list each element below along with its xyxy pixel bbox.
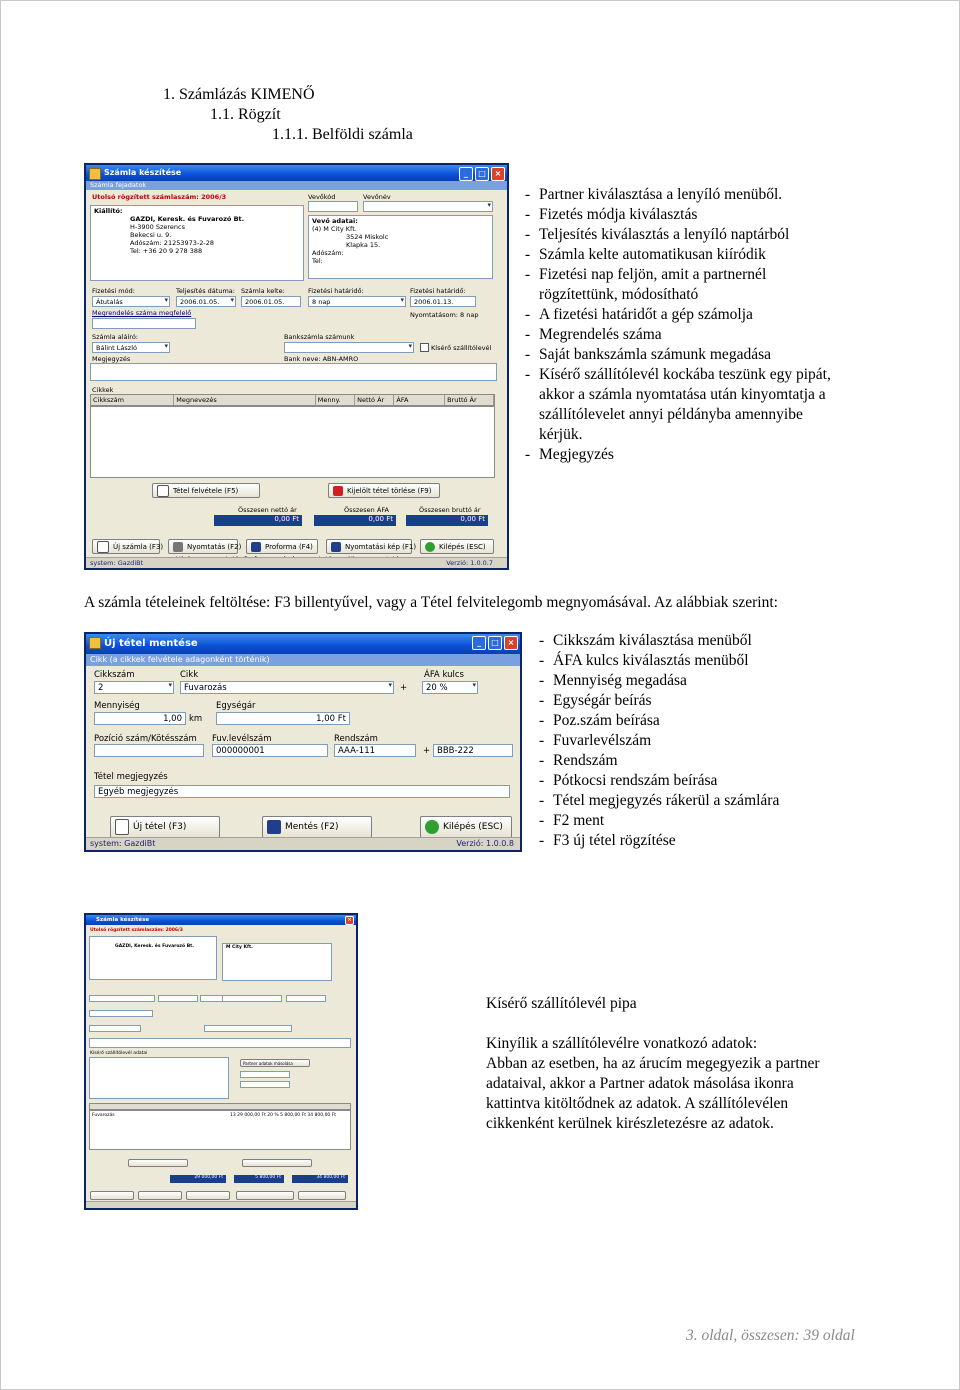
- floppy-icon: [331, 542, 341, 552]
- page-footer: 3. oldal, összesen: 39 oldal: [686, 1327, 855, 1344]
- issuer-line: Bekecsi u. 9.: [130, 231, 172, 239]
- signer-dropdown[interactable]: [89, 1025, 141, 1032]
- grid-col[interactable]: Megnevezés: [174, 395, 316, 405]
- note-input[interactable]: [90, 363, 497, 381]
- print-label: Nyomtatás (F2): [187, 542, 242, 551]
- floppy-icon: [251, 542, 261, 552]
- status-version: Verzió: 1.0.0.8: [456, 839, 514, 848]
- add-item-button[interactable]: [128, 1159, 188, 1167]
- total-net-label: Összesen nettó ár: [238, 506, 297, 514]
- quantity-unit: km: [189, 714, 203, 724]
- issuer-line: GAZDI, Keresk. és Fuvarozó Bt.: [130, 215, 245, 223]
- list-item: - A fizetési határidőt a gép számolja: [525, 305, 831, 325]
- total-net-value: 29 000,00 Ft: [170, 1175, 226, 1183]
- grid-row-item: Fuvarozás: [92, 1113, 115, 1118]
- waybill-input[interactable]: 000000001: [212, 744, 328, 757]
- total-net-value: 0,00 Ft: [214, 515, 302, 526]
- status-bar: [86, 557, 507, 568]
- vat-rate-dropdown[interactable]: 20 % ▾: [422, 681, 478, 694]
- list-item: - Megjegyzés: [525, 445, 831, 465]
- payment-due-dropdown[interactable]: 8 nap ▾: [308, 296, 406, 307]
- list-item: - Cikkszám kiválasztása menüből: [539, 631, 779, 651]
- floppy-icon: [267, 820, 281, 834]
- item-note-input[interactable]: Egyéb megjegyzés: [94, 785, 510, 798]
- delivery-address-panel: [89, 1057, 229, 1099]
- plus-sign: +: [423, 746, 431, 756]
- add-item-label: Tétel felvétele (F5): [173, 486, 239, 495]
- delete-icon: [333, 486, 343, 496]
- buyer-line: 3524 Miskolc: [346, 233, 389, 241]
- payment-mode-dropdown[interactable]: Átutalás ▾: [92, 296, 170, 307]
- checkbox-icon[interactable]: [420, 343, 429, 352]
- last-invoice-number: Utolsó rögzített számlaszám: 2006/3: [92, 193, 227, 201]
- delivery-note-label: Kísérő szállítólevél: [431, 343, 492, 352]
- list-item: - Mennyiség megadása: [539, 671, 779, 691]
- list-item: - Teljesítés kiválasztás a lenyíló naptárból: [525, 225, 831, 245]
- print-preview-button[interactable]: [326, 539, 417, 554]
- total-gross-value: 0,00 Ft: [406, 515, 488, 526]
- list-item: - Tétel megjegyzés rákerül a számlára: [539, 791, 779, 811]
- buyer-label: Vevő adatai:: [312, 217, 358, 225]
- minimize-icon[interactable]: _: [472, 636, 486, 650]
- delete-item-button[interactable]: [242, 1159, 312, 1167]
- invoice-window-delivery: [84, 913, 358, 1210]
- grid-row-values: 13 29 000,00 Ft 20 % 5 800,00 Ft 34 800,00 Ft: [230, 1113, 337, 1118]
- window-title: Számla készítése: [104, 168, 182, 177]
- items-grid-body[interactable]: [89, 1110, 351, 1150]
- grid-col[interactable]: Nettó Ár: [355, 395, 394, 405]
- heading-level-3: 1.1.1. Belföldi számla: [272, 126, 413, 143]
- total-gross-label: Összesen bruttó ár: [419, 506, 481, 514]
- app-icon: [89, 637, 101, 649]
- delivery-field[interactable]: [240, 1071, 290, 1078]
- list-item: - Poz.szám beírása: [539, 711, 779, 731]
- delete-item-button[interactable]: [328, 483, 440, 498]
- bank-account-dropdown[interactable]: [284, 342, 414, 353]
- last-invoice-number: Utolsó rögzített számlaszám: 2006/3: [90, 928, 183, 933]
- list-item: - Rendszám: [539, 751, 779, 771]
- bullet-list-item: [539, 631, 779, 851]
- bank-account-label: Bankszámla számunk: [284, 333, 355, 341]
- list-item-continuation: akkor a számla nyomtatása után kinyomtatja a: [539, 386, 826, 403]
- status-system: system: GazdiBt: [90, 839, 156, 848]
- invoice-date-field[interactable]: 2006.01.05.: [241, 296, 301, 307]
- save-button[interactable]: [262, 816, 372, 838]
- copy-partner-label: Partner adatok másolása: [243, 1060, 293, 1066]
- delete-item-label: Kijelölt tétel törlése (F9): [347, 486, 432, 495]
- paragraph-line: kattintva kitöltődnek az adatok. A szállítólevélen: [486, 1095, 789, 1112]
- delivery-note-heading: Kísérő szállítólevél pipa: [486, 995, 637, 1012]
- new-item-button[interactable]: [110, 816, 220, 838]
- copy-partner-button[interactable]: [240, 1059, 310, 1067]
- due-date-field[interactable]: [286, 995, 326, 1002]
- item-note-label: Tétel megjegyzés: [94, 772, 168, 782]
- bank-account-dropdown[interactable]: [204, 1025, 292, 1032]
- maximize-icon[interactable]: □: [488, 636, 502, 650]
- items-label: Cikkek: [92, 386, 114, 394]
- total-vat-value: 5 800,00 Ft: [234, 1175, 284, 1183]
- list-item: - ÁFA kulcs kiválasztás menüből: [539, 651, 779, 671]
- completion-date-label: Teljesítés dátuma:: [176, 287, 235, 295]
- delivery-note-title: Kísérő szállítólevél adatai: [90, 1051, 148, 1056]
- payment-mode-dropdown[interactable]: [89, 995, 155, 1002]
- list-item-continuation: kérjük.: [539, 426, 583, 443]
- buyer-line: (4) M City Kft.: [312, 225, 357, 233]
- proforma-button[interactable]: [186, 1191, 230, 1200]
- list-item: - Pótkocsi rendszám beírása: [539, 771, 779, 791]
- list-item: - Fuvarlevélszám: [539, 731, 779, 751]
- maximize-icon[interactable]: □: [475, 167, 489, 181]
- close-icon[interactable]: ×: [491, 167, 505, 181]
- payment-due-label: Fizetési határidő:: [308, 287, 364, 295]
- order-number-input[interactable]: [89, 1010, 153, 1017]
- due-date-field[interactable]: 2006.01.13.: [410, 296, 476, 307]
- list-item: - F2 ment: [539, 811, 779, 831]
- issuer-label: Kiállító:: [94, 207, 123, 215]
- proforma-button[interactable]: [246, 539, 318, 554]
- new-item-label: Új tétel (F3): [133, 822, 187, 832]
- heading-level-2: 1.1. Rögzít: [210, 106, 281, 123]
- grid-col[interactable]: Menny.: [316, 395, 355, 405]
- list-item-continuation: szállítólevelet annyi példányba amennyibe: [539, 406, 803, 423]
- new-invoice-button[interactable]: [90, 1191, 134, 1200]
- list-item: - F3 új tétel rögzítése: [539, 831, 779, 851]
- issuer-line: Adószám: 21253973-2-28: [130, 239, 214, 247]
- exit-button[interactable]: [298, 1191, 346, 1200]
- customer-code-input[interactable]: [308, 201, 358, 212]
- section-header: Cikk (a cikkek felvétele adagonként történik): [86, 654, 520, 666]
- order-number-label: Megrendelés száma megfelelő: [92, 309, 192, 317]
- exit-icon: [425, 820, 439, 834]
- position-number-label: Pozíció szám/Kötésszám: [94, 734, 197, 744]
- buyer-line: Klapka 15.: [346, 241, 381, 249]
- trailer-plate-input[interactable]: BBB-222: [433, 744, 513, 757]
- completion-date-picker[interactable]: 2006.01.05. ▾: [176, 296, 236, 307]
- add-item-button[interactable]: [152, 483, 260, 498]
- unit-price-label: Egységár: [216, 701, 256, 711]
- customer-name-label: Vevőnév: [363, 193, 391, 201]
- new-invoice-button[interactable]: [92, 539, 164, 554]
- note-label: Megjegyzés: [92, 355, 131, 363]
- issuer-name: GAZDI, Keresk. és Fuvarozó Bt.: [115, 944, 195, 949]
- close-icon[interactable]: ×: [504, 636, 518, 650]
- items-grid-body[interactable]: [90, 406, 495, 478]
- delivery-note-description: [486, 1034, 820, 1134]
- delivery-field[interactable]: [240, 1081, 290, 1088]
- list-item: - Számla kelte automatikusan kiíródik: [525, 245, 831, 265]
- list-item: - Kísérő szállítólevél kockába teszünk egy pipát,: [525, 365, 831, 385]
- document-icon: [115, 819, 129, 835]
- status-system: system: GazdiBt: [90, 559, 144, 567]
- titlebar: [86, 915, 356, 925]
- term-days-label: Nyomtatásom: 8 nap: [410, 311, 479, 319]
- order-number-input[interactable]: [92, 318, 196, 329]
- printer-icon: [173, 542, 183, 552]
- print-preview-button[interactable]: [236, 1191, 294, 1200]
- status-version: Verzió: 1.0.0.7: [446, 559, 493, 567]
- issuer-line: Tel: +36 20 9 278 388: [130, 247, 203, 255]
- grid-col[interactable]: Cikkszám: [91, 395, 174, 405]
- grid-col[interactable]: ÁFA: [394, 395, 445, 405]
- paragraph-line: cikkenként kerülnek kirészletezésre az adatok.: [486, 1115, 774, 1132]
- customer-name-dropdown[interactable]: [363, 201, 493, 212]
- signer-dropdown[interactable]: Bálint László ▾: [92, 342, 170, 353]
- window-title: Számla készítése: [96, 917, 150, 923]
- list-item: - Partner kiválasztása a lenyíló menüből.: [525, 185, 831, 205]
- sku-dropdown[interactable]: 2 ▾: [94, 681, 174, 694]
- items-grid-header: [89, 1103, 351, 1110]
- issuer-panel: [90, 205, 304, 281]
- list-item: - Fizetési nap feljön, amit a partnernél: [525, 265, 831, 285]
- bank-name: Bank neve: ABN-AMRO: [284, 355, 359, 363]
- plate-input[interactable]: AAA-111: [334, 744, 416, 757]
- exit-label: Kilépés (ESC): [443, 822, 503, 832]
- status-bar: [86, 1201, 356, 1208]
- document-icon: [97, 541, 109, 553]
- invoice-window-titlebar: [86, 165, 507, 181]
- completion-date-picker[interactable]: [158, 995, 198, 1002]
- plate-label: Rendszám: [334, 734, 378, 744]
- grid-col[interactable]: Bruttó Ár: [445, 395, 494, 405]
- buyer-name: M City Kft.: [226, 945, 253, 950]
- quantity-label: Mennyiség: [94, 701, 140, 711]
- invoice-window: [84, 163, 509, 570]
- print-button[interactable]: [138, 1191, 182, 1200]
- new-invoice-label: Új számla (F3): [113, 542, 164, 551]
- quantity-input[interactable]: 1,00: [94, 712, 186, 725]
- buyer-line: Tel:: [312, 257, 323, 265]
- close-icon[interactable]: ×: [345, 916, 354, 925]
- app-icon: [89, 168, 101, 180]
- item-label: Cikk: [180, 670, 199, 680]
- new-item-titlebar: [86, 634, 520, 654]
- delivery-note-checkbox[interactable]: [420, 343, 491, 352]
- customer-code-label: Vevőkód: [308, 193, 336, 201]
- issuer-panel: [89, 936, 217, 980]
- save-label: Mentés (F2): [285, 822, 339, 832]
- waybill-label: Fuv.levélszám: [212, 734, 272, 744]
- heading-level-1: 1. Számlázás KIMENŐ: [163, 86, 315, 103]
- invoice-date-label: Számla kelte:: [241, 287, 285, 295]
- list-item-continuation: rögzítettünk, módosítható: [539, 286, 699, 303]
- item-dropdown[interactable]: Fuvarozás ▾: [180, 681, 394, 694]
- position-number-input[interactable]: [94, 744, 204, 757]
- vat-rate-label: ÁFA kulcs: [424, 670, 464, 680]
- buyer-panel: [308, 215, 493, 279]
- exit-label: Kilépés (ESC): [439, 542, 486, 551]
- proforma-label: Proforma (F4): [265, 542, 313, 551]
- exit-button[interactable]: [420, 539, 494, 554]
- unit-price-input[interactable]: 1,00 Ft: [216, 712, 350, 725]
- paragraph-line: Kinyílik a szállítólevélre vonatkozó adatok:: [486, 1035, 758, 1052]
- exit-icon: [425, 542, 435, 552]
- exit-button[interactable]: [420, 816, 512, 838]
- note-input[interactable]: [89, 1038, 351, 1048]
- buyer-line: Adószám:: [312, 249, 344, 257]
- list-item: - Saját bankszámla számunk megadása: [525, 345, 831, 365]
- bullet-list-invoice: [525, 185, 831, 465]
- total-vat-label: Összesen ÁFA: [344, 506, 389, 514]
- document-icon: [157, 485, 169, 497]
- items-grid-header: [90, 394, 495, 406]
- section-header: Számla fejadatok: [86, 181, 507, 190]
- due-date-label: Fizetési határidő:: [410, 287, 466, 295]
- list-item: - Egységár beírás: [539, 691, 779, 711]
- total-gross-value: 34 800,00 Ft: [292, 1175, 348, 1183]
- payment-mode-label: Fizetési mód:: [92, 287, 135, 295]
- list-item: - Fizetés módja kiválasztás: [525, 205, 831, 225]
- minimize-icon[interactable]: _: [459, 167, 473, 181]
- buyer-panel: [222, 943, 332, 981]
- print-preview-label: Nyomtatási kép (F1): [345, 542, 417, 551]
- list-item: - Megrendelés száma: [525, 325, 831, 345]
- signer-label: Számla aláíró:: [92, 333, 138, 341]
- payment-due-dropdown[interactable]: [222, 995, 282, 1002]
- caption-text: A számla tételeinek feltöltése: F3 billentyűvel, vagy a Tétel felvitelegomb megnyomásával. Az alábbiak szerint:: [84, 594, 778, 611]
- status-bar: [86, 837, 520, 850]
- paragraph-line: Abban az esetben, ha az árucím megegyezik a partner: [486, 1055, 820, 1072]
- total-vat-value: 0,00 Ft: [314, 515, 396, 526]
- issuer-line: H-3900 Szerencs: [130, 223, 185, 231]
- plus-sign: +: [400, 683, 408, 693]
- print-button[interactable]: [168, 539, 242, 554]
- new-item-window: [84, 632, 522, 852]
- window-title: Új tétel mentése: [104, 638, 198, 649]
- sku-label: Cikkszám: [94, 670, 135, 680]
- paragraph-line: adataival, akkor a Partner adatok másolása ikonra: [486, 1075, 794, 1092]
